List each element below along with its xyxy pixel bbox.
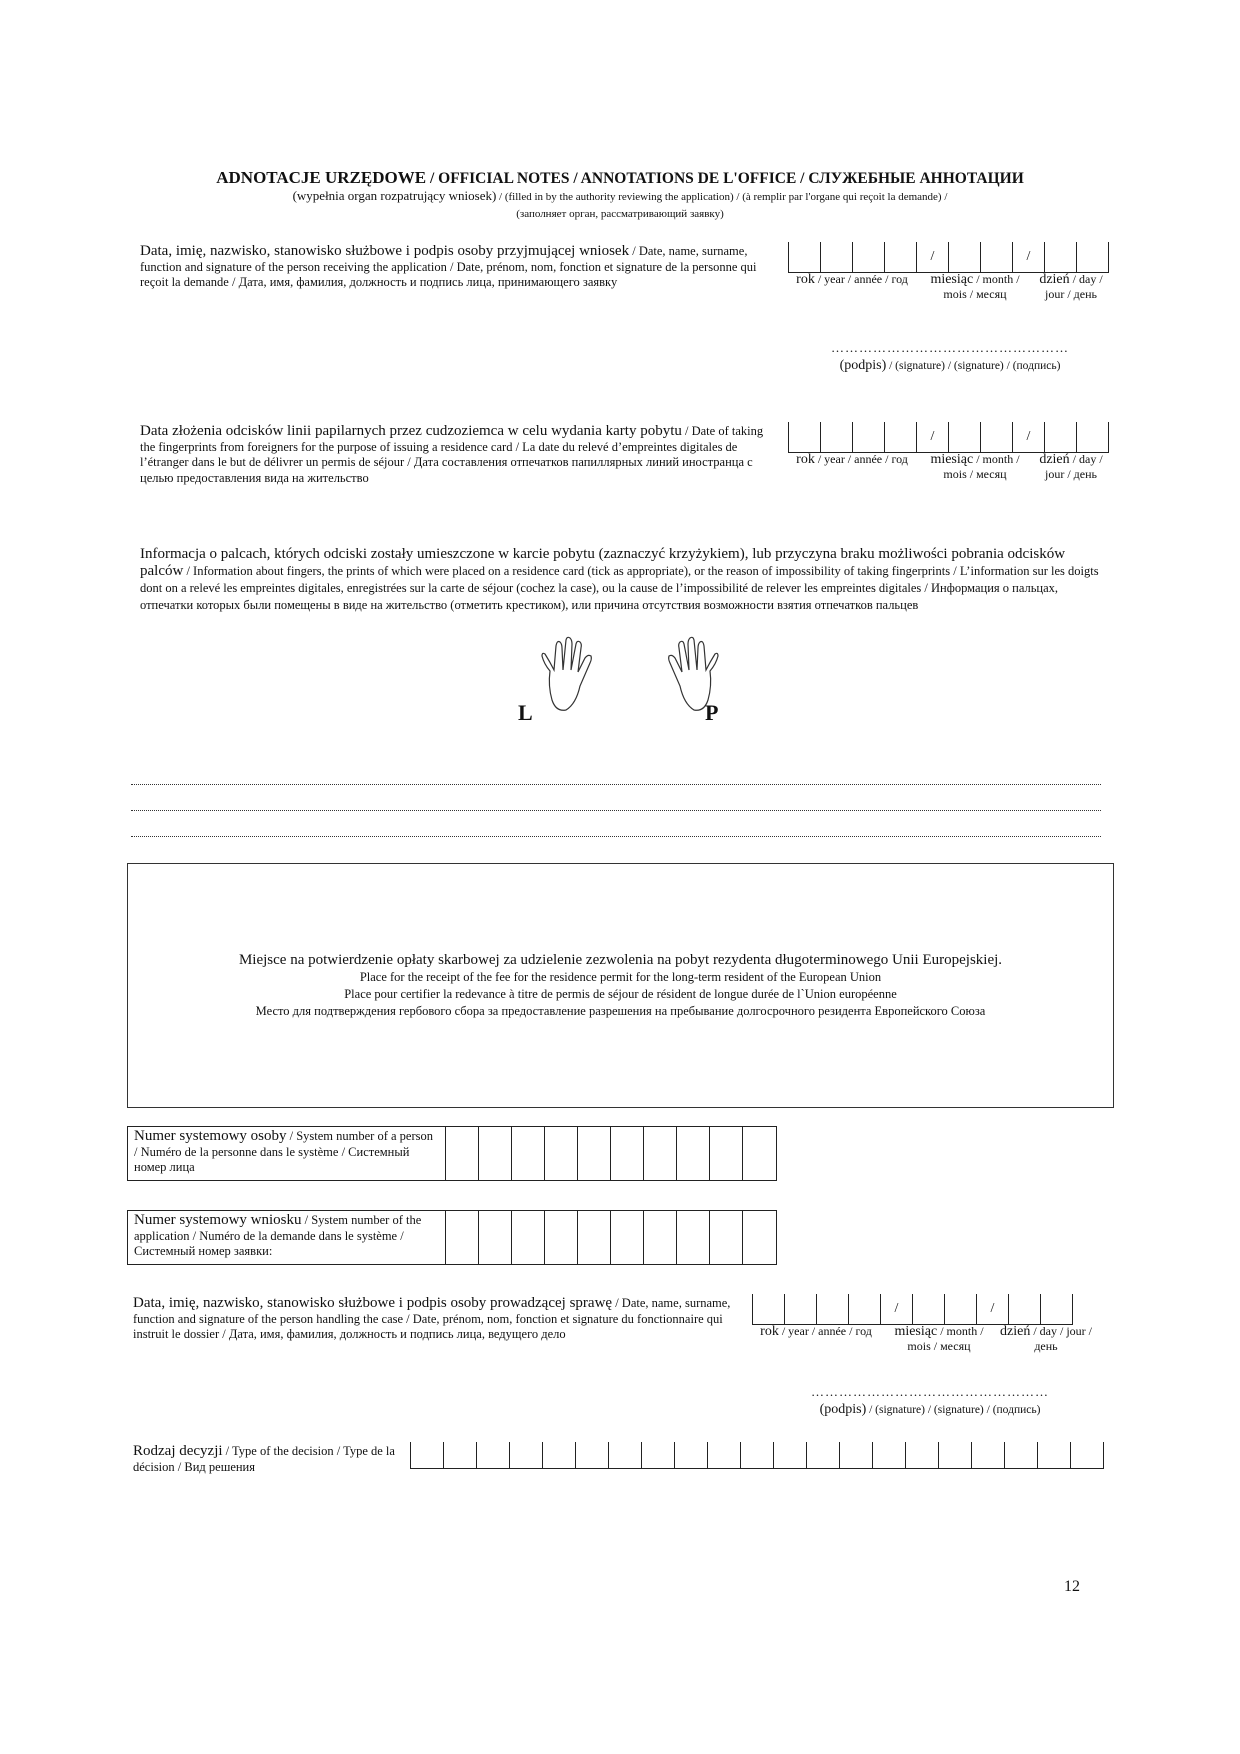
decision-type-text (133, 1444, 413, 1475)
input-cell[interactable] (785, 1294, 817, 1324)
input-cell[interactable] (885, 422, 917, 452)
date-separator: / (1013, 242, 1045, 272)
case-handler-date-cells[interactable] (752, 1294, 1073, 1325)
case-handler-signature-line[interactable]: …………………………………………… (811, 1384, 1049, 1399)
date-separator: / (1013, 422, 1045, 452)
input-cell[interactable] (512, 1211, 545, 1264)
left-hand-label: L (518, 700, 533, 725)
input-cell[interactable] (981, 242, 1013, 272)
fee-text-en: Place for the receipt of the fee for the residence permit for the long-term resident of the European Union (359, 970, 882, 984)
fingerprint-date-lead: Data złożenia odcisków linii papilarnych przez cudzoziemca w celu wydania karty pobytu (140, 423, 682, 439)
input-cell[interactable] (817, 1294, 849, 1324)
person-system-number-label: Numer systemowy osoby / System number of a person / Numéro de la personne dans le système / Системный номер лица (128, 1127, 446, 1180)
subtitle-rest: / (filled in by the authority reviewing the application) / (à remplir par l'organe qui reçoit la demande) / (496, 191, 948, 203)
input-cell[interactable] (853, 242, 885, 272)
case-handler-section-text (133, 1296, 733, 1343)
decision-type-field[interactable] (410, 1442, 1104, 1469)
input-cell[interactable] (1045, 422, 1077, 452)
month-caption: miesiąc / month / mois / месяц (894, 1324, 984, 1353)
input-cell[interactable] (789, 422, 821, 452)
receiver-signature-line[interactable]: …………………………………………… (831, 340, 1069, 355)
application-system-number-label: Numer systemowy wniosku / System number of the application / Numéro de la demande dans le système / Системный номер заявки: (128, 1211, 446, 1264)
input-cell[interactable] (677, 1211, 710, 1264)
subtitle-pl: (wypełnia organ rozpatrujący wniosek) (292, 188, 497, 203)
input-cell[interactable] (945, 1294, 977, 1324)
subtitle-ru: (заполняет орган, рассматривающий заявку) (516, 208, 724, 220)
fingers-info-lead: Informacja o palcach, których odciski zostały umieszczone w karcie pobytu (zaznaczyć krzyżykiem), lub przyczyna braku możliwości pobrania odcisków palców (140, 546, 1066, 579)
receiver-date-cells[interactable] (788, 242, 1109, 273)
reason-line-2[interactable] (131, 810, 1101, 811)
year-caption: rok / year / année / год (796, 452, 908, 467)
decision-type-lead: Rodzaj decyzji (133, 1443, 223, 1459)
input-cell[interactable] (743, 1211, 776, 1264)
day-caption: dzień / day / jour / день (1000, 1324, 1092, 1353)
input-cell[interactable] (743, 1127, 776, 1180)
input-cell[interactable] (906, 1442, 939, 1468)
input-cell[interactable] (885, 242, 917, 272)
input-cell[interactable] (578, 1127, 611, 1180)
reason-line-1[interactable] (131, 784, 1101, 785)
input-cell[interactable] (981, 422, 1013, 452)
left-hand-icon (542, 637, 591, 710)
decision-type-cells[interactable] (410, 1442, 1104, 1469)
receiver-section-text (140, 244, 780, 291)
month-caption: miesiąc / month / mois / месяц (930, 272, 1020, 301)
input-cell[interactable] (849, 1294, 881, 1324)
case-handler-lead: Data, imię, nazwisko, stanowisko służbowe i podpis osoby prowadzącej sprawę (133, 1295, 613, 1311)
case-handler-date-field[interactable] (752, 1294, 1073, 1325)
input-cell[interactable] (609, 1442, 642, 1468)
receiver-date-field[interactable] (788, 242, 1109, 273)
input-cell[interactable] (1071, 1442, 1104, 1468)
input-cell[interactable] (708, 1442, 741, 1468)
input-cell[interactable] (446, 1211, 479, 1264)
application-system-number-field[interactable] (127, 1210, 777, 1265)
decision-type-details: / Type of the decision / Type de la décision / Вид решения (133, 1444, 395, 1474)
page-title (0, 168, 1240, 188)
title-main: ADNOTACJE URZĘDOWE (216, 168, 427, 187)
input-cell[interactable] (1041, 1294, 1073, 1324)
input-cell[interactable] (446, 1127, 479, 1180)
input-cell[interactable] (644, 1211, 677, 1264)
fingerprint-date-field[interactable] (788, 422, 1109, 453)
input-cell[interactable] (753, 1294, 785, 1324)
input-cell[interactable] (444, 1442, 477, 1468)
input-cell[interactable] (479, 1211, 512, 1264)
input-cell[interactable] (949, 422, 981, 452)
input-cell[interactable] (853, 422, 885, 452)
input-cell[interactable] (644, 1127, 677, 1180)
input-cell[interactable] (510, 1442, 543, 1468)
input-cell[interactable] (821, 242, 853, 272)
input-cell[interactable] (710, 1127, 743, 1180)
month-caption: miesiąc / month / mois / месяц (930, 452, 1020, 481)
input-cell[interactable] (545, 1127, 578, 1180)
input-cell[interactable] (949, 242, 981, 272)
reason-line-3[interactable] (131, 836, 1101, 837)
input-cell[interactable] (479, 1127, 512, 1180)
fingers-info-section-text (140, 546, 1105, 614)
input-cell[interactable] (1077, 422, 1109, 452)
fee-receipt-text (127, 952, 1114, 1020)
case-handler-signature-caption: (podpis) / (signature) / (signature) / (подпись) (819, 1402, 1041, 1417)
fingerprint-date-cells[interactable] (788, 422, 1109, 453)
input-cell[interactable] (710, 1211, 743, 1264)
input-cell[interactable] (939, 1442, 972, 1468)
input-cell[interactable] (913, 1294, 945, 1324)
input-cell[interactable] (821, 422, 853, 452)
fingerprint-date-section-text (140, 424, 780, 486)
input-cell[interactable] (1038, 1442, 1071, 1468)
receiver-section-lead: Data, imię, nazwisko, stanowisko służbowe i podpis osoby przyjmującej wniosek (140, 243, 630, 259)
input-cell[interactable] (675, 1442, 708, 1468)
input-cell[interactable] (677, 1127, 710, 1180)
person-system-number-field[interactable] (127, 1126, 777, 1181)
day-caption: dzień / day / jour / день (1039, 452, 1103, 481)
fingers-info-details: / Information about fingers, the prints of which were placed on a residence card (tick as appropriate), or the reason of impossibility of taking fingerprints / L’information sur les doigts dont on a relevé les empreintes digitales, enregistrées sur la carte de séjour (cochez la case), ou la cause de l’impossibilité de relever les empreintes digitales / Информация о пальцах, отпечатки которых были помещены в виде на жительство (отметить крестиком), или причина отсутствия возможности взятия отпечатков пальцев (140, 564, 1099, 612)
input-cell[interactable] (545, 1211, 578, 1264)
date-separator: / (881, 1294, 913, 1324)
page-subtitle (0, 188, 1240, 222)
page-number: 12 (1064, 1578, 1080, 1595)
input-cell[interactable] (1009, 1294, 1041, 1324)
input-cell[interactable] (840, 1442, 873, 1468)
input-cell[interactable] (1045, 242, 1077, 272)
input-cell[interactable] (774, 1442, 807, 1468)
input-cell[interactable] (411, 1442, 444, 1468)
input-cell[interactable] (512, 1127, 545, 1180)
day-caption: dzień / day / jour / день (1039, 272, 1103, 301)
right-hand-label: P (705, 700, 719, 725)
input-cell[interactable] (642, 1442, 675, 1468)
date-separator: / (917, 422, 949, 452)
fee-text-ru: Место для подтверждения гербового сбора за предоставление разрешения на пребывание долгосрочного резидента Европейского Союза (255, 1004, 986, 1018)
input-cell[interactable] (972, 1442, 1005, 1468)
input-cell[interactable] (807, 1442, 840, 1468)
input-cell[interactable] (576, 1442, 609, 1468)
input-cell[interactable] (611, 1127, 644, 1180)
year-caption: rok / year / année / год (796, 272, 908, 287)
input-cell[interactable] (873, 1442, 906, 1468)
input-cell[interactable] (1077, 242, 1109, 272)
date-separator: / (917, 242, 949, 272)
fee-text-fr: Place pour certifier la redevance à titre de permis de séjour de résident de longue durée de l`Union européenne (344, 987, 897, 1001)
case-handler-details: / Date, name, surname, function and signature of the person handling the case / Date, prénom, nom, fonction et signature du fonctionnaire qui instruit le dossier / Дата, имя, фамилия, должность и подпись лица, ведущего дело (133, 1296, 731, 1341)
fee-text-pl: Miejsce na potwierdzenie opłaty skarbowej za udzielenie zezwolenia na pobyt rezydenta długoterminowego Unii Europejskiej. (238, 952, 1003, 968)
date-separator: / (977, 1294, 1009, 1324)
receiver-signature-caption: (podpis) / (signature) / (signature) / (подпись) (839, 358, 1061, 373)
input-cell[interactable] (789, 242, 821, 272)
input-cell[interactable] (741, 1442, 774, 1468)
input-cell[interactable] (543, 1442, 576, 1468)
input-cell[interactable] (477, 1442, 510, 1468)
fingerprint-date-details: / Date of taking the fingerprints from foreigners for the purpose of issuing a residence card / La date du relevé d’empreintes digitales de l’étranger dans le but de délivrer un permis de séjour / Дата составления отпечатков папиллярных линий иностранца с целью предоставления вида на жительство (140, 424, 764, 485)
hands-icon[interactable] (530, 636, 730, 736)
year-caption: rok / year / année / год (760, 1324, 872, 1339)
input-cell[interactable] (1005, 1442, 1038, 1468)
input-cell[interactable] (611, 1211, 644, 1264)
input-cell[interactable] (578, 1211, 611, 1264)
title-rest: / OFFICIAL NOTES / ANNOTATIONS DE L'OFFICE / СЛУЖЕБНЫЕ АННОТАЦИИ (426, 170, 1024, 187)
receiver-section-details: / Date, name, surname, function and signature of the person receiving the application / Date, prénom, nom, fonction et signature de la personne qui reçoit la demande / Дата, имя, фамилия, должность и подпись лица, принимающего заявку (140, 244, 757, 289)
